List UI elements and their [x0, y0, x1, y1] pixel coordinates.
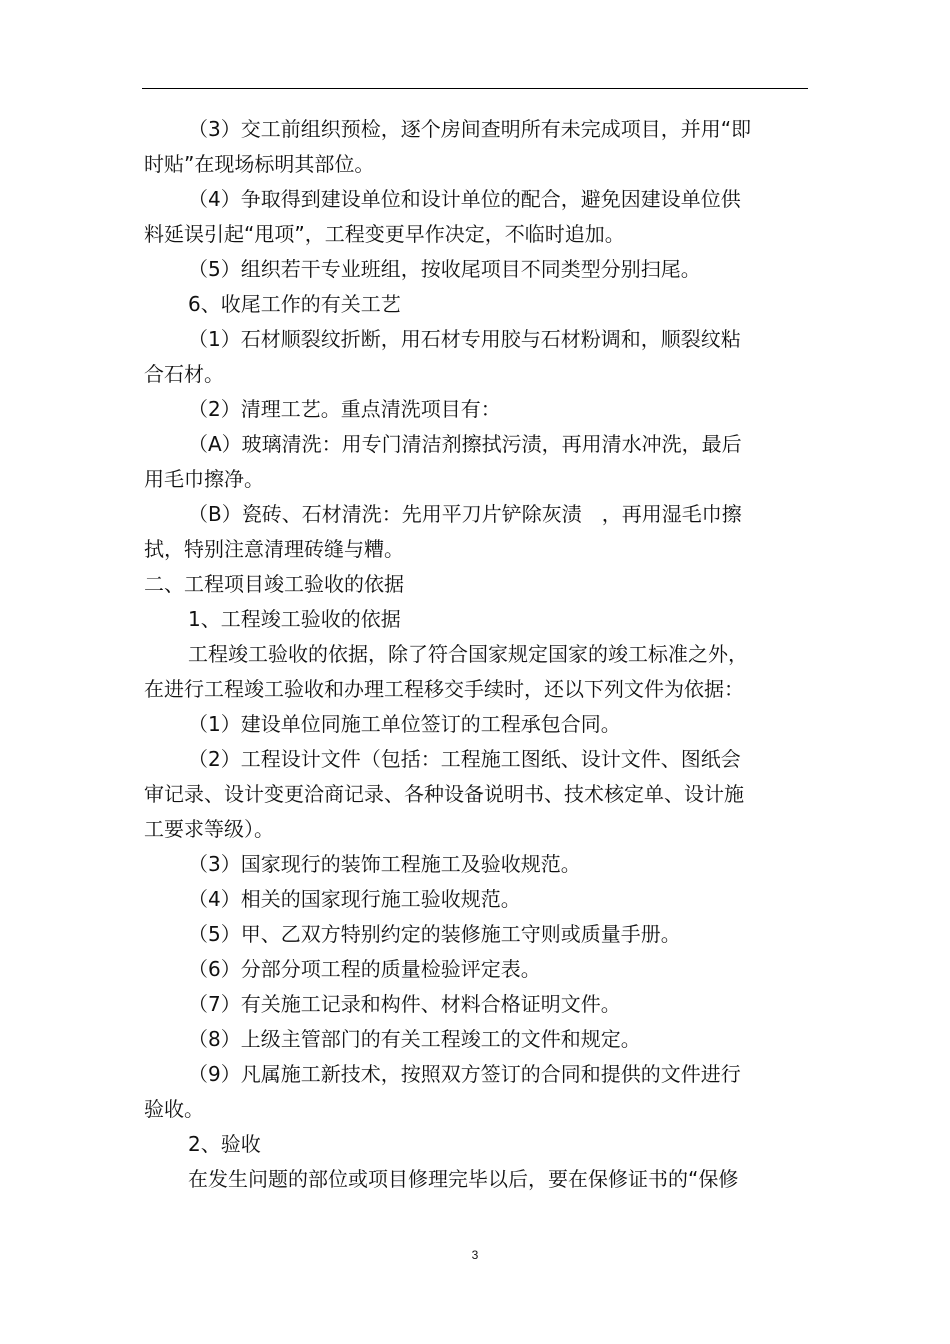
text-line: 验收。	[144, 1097, 204, 1121]
list-item-1	[144, 707, 810, 742]
text-line: 1、工程竣工验收的依据	[188, 607, 401, 631]
list-item-4	[144, 882, 810, 917]
text-line: （8）上级主管部门的有关工程竣工的文件和规定。	[188, 1027, 641, 1051]
list-item-3	[144, 847, 810, 882]
text-line: 用毛巾擦净。	[144, 467, 264, 491]
text-line: 合石材。	[144, 362, 224, 386]
text-line: （5）甲、乙双方特别约定的装修施工守则或质量手册。	[188, 922, 681, 946]
text-line: 料延误引起“甩项”，工程变更早作决定，不临时追加。	[144, 222, 625, 246]
text-line: （6）分部分项工程的质量检验评定表。	[188, 957, 541, 981]
text-line: （1）石材顺裂纹折断，用石材专用胶与石材粉调和，顺裂纹粘	[188, 327, 741, 351]
text-line: （4）相关的国家现行施工验收规范。	[188, 887, 521, 911]
page-number: 3	[471, 1248, 479, 1262]
paragraph-cleaning	[144, 392, 810, 427]
list-item-6	[144, 952, 810, 987]
text-line: 拭，特别注意清理砖缝与糟。	[144, 537, 404, 561]
list-item-7	[144, 987, 810, 1022]
text-line: （3）国家现行的装饰工程施工及验收规范。	[188, 852, 581, 876]
list-item-2	[144, 742, 810, 847]
paragraph-item-5	[144, 252, 810, 287]
paragraph-acceptance	[144, 1162, 810, 1197]
paragraph-item-3	[144, 112, 810, 182]
text-line: （A）玻璃清洗：用专门清洁剂擦拭污渍，再用清水冲洗，最后	[188, 432, 742, 456]
header-rule	[142, 88, 808, 89]
text-line: 工程竣工验收的依据，除了符合国家规定国家的竣工标准之外，	[188, 642, 748, 666]
text-line: 时贴”在现场标明其部位。	[144, 152, 375, 176]
text-line: 审记录、设计变更洽商记录、各种设备说明书、技术核定单、设计施	[144, 782, 744, 806]
text-line: （7）有关施工记录和构件、材料合格证明文件。	[188, 992, 621, 1016]
text-line: 2、验收	[188, 1132, 261, 1156]
paragraph-glass-cleaning	[144, 427, 810, 497]
text-line: （B）瓷砖、石材清洗：先用平刀片铲除灰渍 ，再用湿毛巾擦	[188, 502, 742, 526]
text-line: （2）清理工艺。重点清洗项目有：	[188, 397, 501, 421]
document-body	[144, 112, 810, 1197]
paragraph-tile-cleaning	[144, 497, 810, 567]
text-line: 二、工程项目竣工验收的依据	[144, 572, 404, 596]
text-line: （9）凡属施工新技术，按照双方签订的合同和提供的文件进行	[188, 1062, 741, 1086]
text-line: 6、收尾工作的有关工艺	[188, 292, 401, 316]
section-heading-6	[144, 287, 810, 322]
text-line: （5）组织若干专业班组，按收尾项目不同类型分别扫尾。	[188, 257, 701, 281]
paragraph-item-4	[144, 182, 810, 252]
text-line: （1）建设单位同施工单位签订的工程承包合同。	[188, 712, 621, 736]
paragraph-stone-repair	[144, 322, 810, 392]
text-line: 在发生问题的部位或项目修理完毕以后，要在保修证书的“保修	[188, 1167, 739, 1191]
paragraph-basis-intro	[144, 637, 810, 707]
text-line: （3）交工前组织预检，逐个房间查明所有未完成项目，并用“即	[188, 117, 752, 141]
section-heading-two	[144, 567, 810, 602]
subsection-heading-2	[144, 1127, 810, 1162]
text-line: 在进行工程竣工验收和办理工程移交手续时，还以下列文件为依据：	[144, 677, 744, 701]
list-item-9	[144, 1057, 810, 1127]
subsection-heading-1	[144, 602, 810, 637]
text-line: （4）争取得到建设单位和设计单位的配合，避免因建设单位供	[188, 187, 741, 211]
list-item-8	[144, 1022, 810, 1057]
text-line: 工要求等级）。	[144, 817, 274, 841]
text-line: （2）工程设计文件（包括：工程施工图纸、设计文件、图纸会	[188, 747, 741, 771]
list-item-5	[144, 917, 810, 952]
